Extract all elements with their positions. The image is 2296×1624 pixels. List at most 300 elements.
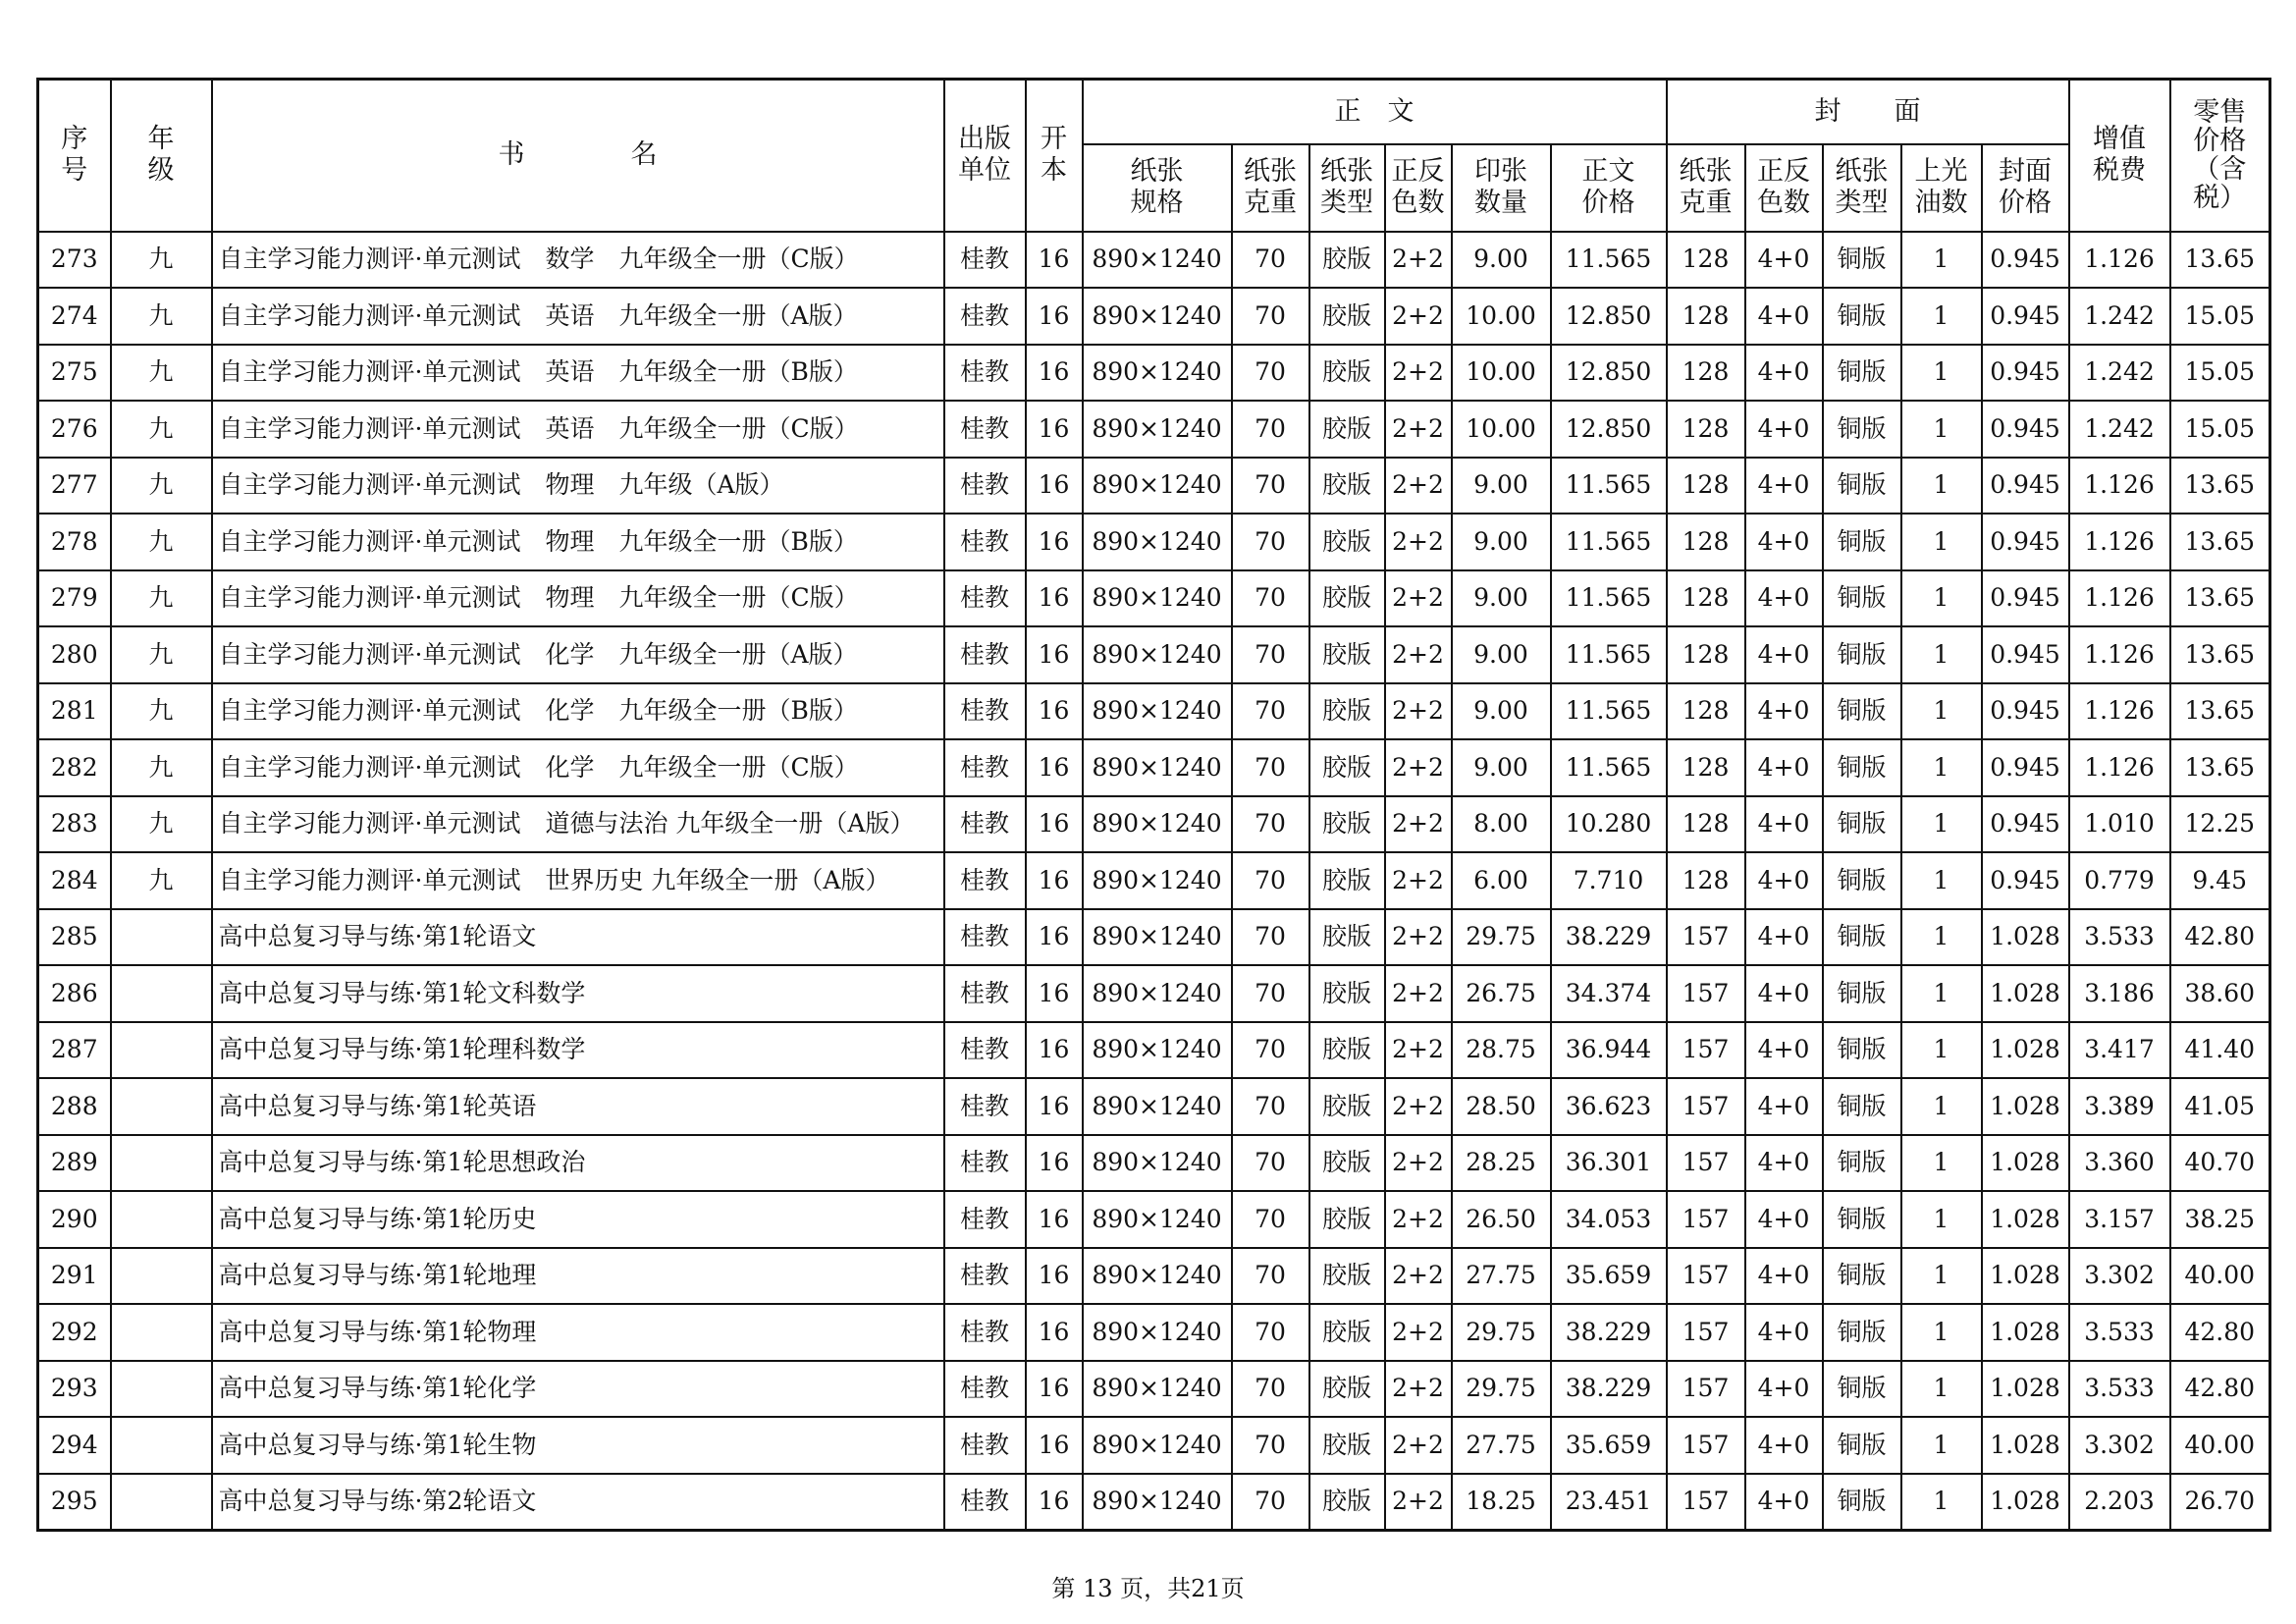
- cell-seq: 285: [38, 909, 111, 966]
- cell-retail: 15.05: [2170, 288, 2270, 345]
- cell-paper-type: 胶版: [1309, 1191, 1385, 1248]
- cell-cover-gsm: 157: [1667, 1474, 1745, 1531]
- cell-paper-type: 胶版: [1309, 852, 1385, 909]
- cell-paper-type: 胶版: [1309, 626, 1385, 683]
- table-row: [38, 1191, 2270, 1248]
- cell-paper-gsm: 70: [1232, 739, 1309, 796]
- cell-retail: 12.25: [2170, 796, 2270, 853]
- cell-paper-gsm: 70: [1232, 345, 1309, 402]
- cell-retail: 40.70: [2170, 1135, 2270, 1192]
- cell-publisher: 桂教: [944, 739, 1026, 796]
- cell-text-price: 12.850: [1551, 401, 1667, 458]
- header-print-colors: 正反 色数: [1385, 144, 1452, 232]
- cell-grade: 九: [111, 288, 212, 345]
- cell-seq: 286: [38, 965, 111, 1022]
- cell-paper-spec: 890×1240: [1083, 739, 1232, 796]
- cell-paper-gsm: 70: [1232, 401, 1309, 458]
- cell-cover-gsm: 157: [1667, 1191, 1745, 1248]
- table-row: [38, 1135, 2270, 1192]
- cell-paper-gsm: 70: [1232, 852, 1309, 909]
- cell-cover-price: 0.945: [1982, 683, 2069, 740]
- cell-seq: 283: [38, 796, 111, 853]
- cell-title: 高中总复习导与练·第1轮文科数学: [212, 965, 944, 1022]
- cell-sheet-count: 29.75: [1452, 909, 1551, 966]
- cell-cover-gsm: 128: [1667, 796, 1745, 853]
- cell-text-price: 34.053: [1551, 1191, 1667, 1248]
- cell-text-price: 11.565: [1551, 458, 1667, 514]
- cell-text-price: 11.565: [1551, 232, 1667, 289]
- cell-format: 16: [1026, 1022, 1083, 1079]
- cell-cover-type: 铜版: [1823, 965, 1901, 1022]
- cell-cover-colors: 4+0: [1745, 1135, 1823, 1192]
- cell-cover-gsm: 128: [1667, 683, 1745, 740]
- cell-publisher: 桂教: [944, 1135, 1026, 1192]
- cell-title: 高中总复习导与练·第1轮生物: [212, 1417, 944, 1474]
- cell-paper-type: 胶版: [1309, 796, 1385, 853]
- cell-grade: 九: [111, 683, 212, 740]
- cell-title: 自主学习能力测评·单元测试 物理 九年级全一册（C版）: [212, 570, 944, 627]
- cell-cover-gsm: 128: [1667, 401, 1745, 458]
- cell-cover-gsm: 157: [1667, 1078, 1745, 1135]
- cell-cover-type: 铜版: [1823, 683, 1901, 740]
- cell-cover-colors: 4+0: [1745, 965, 1823, 1022]
- header-grade: 年 级: [111, 80, 212, 232]
- cell-sheet-count: 9.00: [1452, 626, 1551, 683]
- cell-paper-spec: 890×1240: [1083, 1191, 1232, 1248]
- cell-retail: 38.25: [2170, 1191, 2270, 1248]
- cell-format: 16: [1026, 1135, 1083, 1192]
- cell-vat: 3.389: [2069, 1078, 2170, 1135]
- cell-seq: 293: [38, 1361, 111, 1418]
- cell-paper-spec: 890×1240: [1083, 288, 1232, 345]
- cell-vat: 1.126: [2069, 739, 2170, 796]
- cell-cover-colors: 4+0: [1745, 1248, 1823, 1305]
- cell-cover-price: 0.945: [1982, 570, 2069, 627]
- cell-vat: 3.302: [2069, 1248, 2170, 1305]
- cell-seq: 277: [38, 458, 111, 514]
- cell-paper-type: 胶版: [1309, 1078, 1385, 1135]
- header-cover-gsm: 纸张 克重: [1667, 144, 1745, 232]
- cell-vat: 1.126: [2069, 626, 2170, 683]
- cell-retail: 40.00: [2170, 1248, 2270, 1305]
- cell-paper-type: 胶版: [1309, 514, 1385, 570]
- cell-seq: 278: [38, 514, 111, 570]
- cell-gloss-oil: 1: [1901, 1191, 1982, 1248]
- cell-title: 自主学习能力测评·单元测试 英语 九年级全一册（A版）: [212, 288, 944, 345]
- cell-retail: 42.80: [2170, 1361, 2270, 1418]
- cell-paper-type: 胶版: [1309, 1022, 1385, 1079]
- cell-paper-gsm: 70: [1232, 1191, 1309, 1248]
- cell-paper-gsm: 70: [1232, 1078, 1309, 1135]
- cell-cover-gsm: 157: [1667, 1417, 1745, 1474]
- cell-text-price: 36.623: [1551, 1078, 1667, 1135]
- cell-text-price: 11.565: [1551, 626, 1667, 683]
- cell-text-price: 11.565: [1551, 514, 1667, 570]
- cell-paper-spec: 890×1240: [1083, 1135, 1232, 1192]
- cell-cover-gsm: 157: [1667, 1304, 1745, 1361]
- cell-format: 16: [1026, 1361, 1083, 1418]
- cell-cover-colors: 4+0: [1745, 1417, 1823, 1474]
- table-row: [38, 514, 2270, 570]
- cell-sheet-count: 29.75: [1452, 1304, 1551, 1361]
- header-format: 开 本: [1026, 80, 1083, 232]
- cell-sheet-count: 28.25: [1452, 1135, 1551, 1192]
- cell-cover-colors: 4+0: [1745, 1361, 1823, 1418]
- cell-cover-type: 铜版: [1823, 288, 1901, 345]
- cell-gloss-oil: 1: [1901, 288, 1982, 345]
- cell-paper-type: 胶版: [1309, 232, 1385, 289]
- cell-publisher: 桂教: [944, 1474, 1026, 1531]
- cell-gloss-oil: 1: [1901, 1474, 1982, 1531]
- cell-format: 16: [1026, 1417, 1083, 1474]
- cell-title: 自主学习能力测评·单元测试 化学 九年级全一册（C版）: [212, 739, 944, 796]
- cell-grade: [111, 1191, 212, 1248]
- table-row: [38, 626, 2270, 683]
- cell-retail: 42.80: [2170, 909, 2270, 966]
- cell-sheet-count: 27.75: [1452, 1248, 1551, 1305]
- cell-cover-price: 0.945: [1982, 852, 2069, 909]
- cell-publisher: 桂教: [944, 288, 1026, 345]
- cell-format: 16: [1026, 514, 1083, 570]
- header-gloss-oil: 上光 油数: [1901, 144, 1982, 232]
- table-row: [38, 683, 2270, 740]
- cell-grade: [111, 965, 212, 1022]
- cell-cover-type: 铜版: [1823, 514, 1901, 570]
- cell-title: 自主学习能力测评·单元测试 数学 九年级全一册（C版）: [212, 232, 944, 289]
- cell-cover-type: 铜版: [1823, 909, 1901, 966]
- cell-publisher: 桂教: [944, 570, 1026, 627]
- cell-gloss-oil: 1: [1901, 345, 1982, 402]
- cell-grade: 九: [111, 232, 212, 289]
- cell-vat: 3.157: [2069, 1191, 2170, 1248]
- cell-paper-type: 胶版: [1309, 458, 1385, 514]
- cell-sheet-count: 6.00: [1452, 852, 1551, 909]
- cell-cover-price: 0.945: [1982, 345, 2069, 402]
- table-row: [38, 909, 2270, 966]
- cell-gloss-oil: 1: [1901, 401, 1982, 458]
- cell-gloss-oil: 1: [1901, 852, 1982, 909]
- cell-vat: 3.533: [2069, 909, 2170, 966]
- cell-title: 自主学习能力测评·单元测试 世界历史 九年级全一册（A版）: [212, 852, 944, 909]
- cell-grade: [111, 1417, 212, 1474]
- cell-vat: 1.242: [2069, 288, 2170, 345]
- cell-publisher: 桂教: [944, 1191, 1026, 1248]
- header-paper-spec: 纸张 规格: [1083, 144, 1232, 232]
- cell-vat: 3.533: [2069, 1304, 2170, 1361]
- cell-paper-type: 胶版: [1309, 1135, 1385, 1192]
- cell-paper-type: 胶版: [1309, 345, 1385, 402]
- cell-publisher: 桂教: [944, 626, 1026, 683]
- table-row: [38, 345, 2270, 402]
- cell-cover-type: 铜版: [1823, 1078, 1901, 1135]
- cell-sheet-count: 26.50: [1452, 1191, 1551, 1248]
- cell-paper-spec: 890×1240: [1083, 1022, 1232, 1079]
- cell-publisher: 桂教: [944, 683, 1026, 740]
- cell-text-price: 35.659: [1551, 1248, 1667, 1305]
- cell-paper-type: 胶版: [1309, 288, 1385, 345]
- cell-paper-gsm: 70: [1232, 1304, 1309, 1361]
- cell-paper-gsm: 70: [1232, 1474, 1309, 1531]
- cell-format: 16: [1026, 232, 1083, 289]
- cell-cover-type: 铜版: [1823, 1417, 1901, 1474]
- cell-gloss-oil: 1: [1901, 232, 1982, 289]
- cell-paper-gsm: 70: [1232, 288, 1309, 345]
- cell-publisher: 桂教: [944, 1417, 1026, 1474]
- cell-text-price: 11.565: [1551, 683, 1667, 740]
- cell-text-price: 38.229: [1551, 1304, 1667, 1361]
- cell-retail: 41.05: [2170, 1078, 2270, 1135]
- cell-cover-price: 1.028: [1982, 1248, 2069, 1305]
- cell-vat: 1.126: [2069, 683, 2170, 740]
- cell-sheet-count: 10.00: [1452, 288, 1551, 345]
- cell-publisher: 桂教: [944, 401, 1026, 458]
- cell-sheet-count: 18.25: [1452, 1474, 1551, 1531]
- cell-gloss-oil: 1: [1901, 965, 1982, 1022]
- cell-seq: 291: [38, 1248, 111, 1305]
- cell-paper-gsm: 70: [1232, 458, 1309, 514]
- header-paper-type: 纸张 类型: [1309, 144, 1385, 232]
- cell-text-price: 36.301: [1551, 1135, 1667, 1192]
- cell-format: 16: [1026, 288, 1083, 345]
- cell-paper-type: 胶版: [1309, 1304, 1385, 1361]
- table-row: [38, 739, 2270, 796]
- cell-paper-spec: 890×1240: [1083, 1361, 1232, 1418]
- cell-cover-price: 1.028: [1982, 1135, 2069, 1192]
- cell-cover-colors: 4+0: [1745, 852, 1823, 909]
- table-row: [38, 458, 2270, 514]
- cell-gloss-oil: 1: [1901, 570, 1982, 627]
- cell-grade: [111, 1361, 212, 1418]
- cell-title: 高中总复习导与练·第1轮化学: [212, 1361, 944, 1418]
- cell-cover-type: 铜版: [1823, 1022, 1901, 1079]
- table-row: [38, 401, 2270, 458]
- cell-format: 16: [1026, 626, 1083, 683]
- cell-grade: 九: [111, 401, 212, 458]
- cell-paper-spec: 890×1240: [1083, 458, 1232, 514]
- cell-print-colors: 2+2: [1385, 1022, 1452, 1079]
- cell-title: 高中总复习导与练·第1轮地理: [212, 1248, 944, 1305]
- cell-seq: 292: [38, 1304, 111, 1361]
- cell-paper-type: 胶版: [1309, 1248, 1385, 1305]
- cell-print-colors: 2+2: [1385, 345, 1452, 402]
- header-cover-group: 封 面: [1667, 80, 2069, 144]
- table-header: [38, 80, 2270, 232]
- cell-title: 高中总复习导与练·第1轮语文: [212, 909, 944, 966]
- cell-cover-price: 1.028: [1982, 1191, 2069, 1248]
- cell-cover-colors: 4+0: [1745, 514, 1823, 570]
- cell-seq: 295: [38, 1474, 111, 1531]
- cell-title: 高中总复习导与练·第1轮英语: [212, 1078, 944, 1135]
- cell-publisher: 桂教: [944, 909, 1026, 966]
- cell-format: 16: [1026, 739, 1083, 796]
- cell-paper-gsm: 70: [1232, 683, 1309, 740]
- cell-paper-spec: 890×1240: [1083, 626, 1232, 683]
- cell-publisher: 桂教: [944, 514, 1026, 570]
- cell-format: 16: [1026, 570, 1083, 627]
- cell-text-price: 23.451: [1551, 1474, 1667, 1531]
- cell-paper-spec: 890×1240: [1083, 965, 1232, 1022]
- cell-print-colors: 2+2: [1385, 1135, 1452, 1192]
- cell-paper-spec: 890×1240: [1083, 514, 1232, 570]
- cell-retail: 41.40: [2170, 1022, 2270, 1079]
- cell-paper-spec: 890×1240: [1083, 1417, 1232, 1474]
- cell-gloss-oil: 1: [1901, 1135, 1982, 1192]
- cell-paper-type: 胶版: [1309, 570, 1385, 627]
- cell-cover-colors: 4+0: [1745, 796, 1823, 853]
- cell-title: 自主学习能力测评·单元测试 道德与法治 九年级全一册（A版）: [212, 796, 944, 853]
- cell-cover-price: 1.028: [1982, 1417, 2069, 1474]
- cell-publisher: 桂教: [944, 852, 1026, 909]
- cell-cover-gsm: 128: [1667, 288, 1745, 345]
- cell-format: 16: [1026, 965, 1083, 1022]
- cell-gloss-oil: 1: [1901, 1248, 1982, 1305]
- cell-paper-spec: 890×1240: [1083, 683, 1232, 740]
- cell-publisher: 桂教: [944, 1022, 1026, 1079]
- cell-cover-type: 铜版: [1823, 1304, 1901, 1361]
- cell-text-price: 38.229: [1551, 1361, 1667, 1418]
- table-row: [38, 1248, 2270, 1305]
- cell-publisher: 桂教: [944, 796, 1026, 853]
- cell-print-colors: 2+2: [1385, 570, 1452, 627]
- cell-cover-gsm: 128: [1667, 345, 1745, 402]
- cell-cover-gsm: 128: [1667, 514, 1745, 570]
- cell-title: 高中总复习导与练·第2轮语文: [212, 1474, 944, 1531]
- cell-publisher: 桂教: [944, 345, 1026, 402]
- cell-paper-spec: 890×1240: [1083, 796, 1232, 853]
- cell-gloss-oil: 1: [1901, 514, 1982, 570]
- cell-print-colors: 2+2: [1385, 288, 1452, 345]
- cell-retail: 9.45: [2170, 852, 2270, 909]
- header-vat: 增值 税费: [2069, 80, 2170, 232]
- cell-retail: 15.05: [2170, 401, 2270, 458]
- cell-text-price: 11.565: [1551, 739, 1667, 796]
- cell-publisher: 桂教: [944, 965, 1026, 1022]
- cell-print-colors: 2+2: [1385, 626, 1452, 683]
- cell-vat: 1.010: [2069, 796, 2170, 853]
- cell-cover-type: 铜版: [1823, 739, 1901, 796]
- cell-format: 16: [1026, 683, 1083, 740]
- cell-cover-gsm: 128: [1667, 626, 1745, 683]
- header-cover-type: 纸张 类型: [1823, 144, 1901, 232]
- cell-format: 16: [1026, 852, 1083, 909]
- cell-vat: 1.242: [2069, 345, 2170, 402]
- cell-gloss-oil: 1: [1901, 1417, 1982, 1474]
- cell-paper-type: 胶版: [1309, 909, 1385, 966]
- cell-sheet-count: 27.75: [1452, 1417, 1551, 1474]
- cell-paper-spec: 890×1240: [1083, 852, 1232, 909]
- cell-paper-gsm: 70: [1232, 514, 1309, 570]
- cell-grade: 九: [111, 852, 212, 909]
- cell-print-colors: 2+2: [1385, 1361, 1452, 1418]
- cell-grade: [111, 909, 212, 966]
- cell-retail: 13.65: [2170, 570, 2270, 627]
- cell-grade: 九: [111, 570, 212, 627]
- cell-gloss-oil: 1: [1901, 683, 1982, 740]
- cell-paper-type: 胶版: [1309, 965, 1385, 1022]
- cell-title: 高中总复习导与练·第1轮物理: [212, 1304, 944, 1361]
- cell-vat: 1.126: [2069, 570, 2170, 627]
- cell-cover-gsm: 157: [1667, 1248, 1745, 1305]
- table-row: [38, 965, 2270, 1022]
- cell-print-colors: 2+2: [1385, 1304, 1452, 1361]
- cell-cover-price: 1.028: [1982, 965, 2069, 1022]
- cell-publisher: 桂教: [944, 1248, 1026, 1305]
- cell-publisher: 桂教: [944, 1304, 1026, 1361]
- cell-format: 16: [1026, 796, 1083, 853]
- cell-paper-gsm: 70: [1232, 909, 1309, 966]
- cell-grade: [111, 1022, 212, 1079]
- cell-grade: [111, 1135, 212, 1192]
- cell-retail: 15.05: [2170, 345, 2270, 402]
- cell-paper-gsm: 70: [1232, 1361, 1309, 1418]
- cell-retail: 13.65: [2170, 458, 2270, 514]
- header-text-group: 正 文: [1083, 80, 1667, 144]
- cell-cover-type: 铜版: [1823, 232, 1901, 289]
- cell-seq: 274: [38, 288, 111, 345]
- header-cover-price: 封面 价格: [1982, 144, 2069, 232]
- table-row: [38, 1078, 2270, 1135]
- cell-vat: 3.360: [2069, 1135, 2170, 1192]
- cell-cover-type: 铜版: [1823, 1135, 1901, 1192]
- cell-publisher: 桂教: [944, 1078, 1026, 1135]
- cell-vat: 3.302: [2069, 1417, 2170, 1474]
- cell-vat: 2.203: [2069, 1474, 2170, 1531]
- cell-format: 16: [1026, 909, 1083, 966]
- cell-cover-price: 0.945: [1982, 796, 2069, 853]
- cell-print-colors: 2+2: [1385, 965, 1452, 1022]
- cell-paper-spec: 890×1240: [1083, 1474, 1232, 1531]
- cell-gloss-oil: 1: [1901, 909, 1982, 966]
- cell-cover-colors: 4+0: [1745, 401, 1823, 458]
- cell-seq: 284: [38, 852, 111, 909]
- cell-cover-colors: 4+0: [1745, 288, 1823, 345]
- cell-cover-type: 铜版: [1823, 458, 1901, 514]
- cell-print-colors: 2+2: [1385, 739, 1452, 796]
- table-row: [38, 232, 2270, 289]
- cell-text-price: 36.944: [1551, 1022, 1667, 1079]
- cell-cover-gsm: 128: [1667, 739, 1745, 796]
- cell-cover-colors: 4+0: [1745, 232, 1823, 289]
- cell-vat: 1.126: [2069, 458, 2170, 514]
- cell-cover-colors: 4+0: [1745, 683, 1823, 740]
- cell-cover-price: 1.028: [1982, 909, 2069, 966]
- cell-print-colors: 2+2: [1385, 1248, 1452, 1305]
- cell-cover-colors: 4+0: [1745, 739, 1823, 796]
- cell-title: 自主学习能力测评·单元测试 英语 九年级全一册（C版）: [212, 401, 944, 458]
- cell-seq: 294: [38, 1417, 111, 1474]
- cell-print-colors: 2+2: [1385, 1417, 1452, 1474]
- cell-seq: 276: [38, 401, 111, 458]
- cell-cover-colors: 4+0: [1745, 458, 1823, 514]
- cell-cover-type: 铜版: [1823, 345, 1901, 402]
- cell-sheet-count: 29.75: [1452, 1361, 1551, 1418]
- table-row: [38, 1474, 2270, 1531]
- page-footer: 第 13 页，共21页: [1051, 1575, 1245, 1602]
- cell-text-price: 35.659: [1551, 1417, 1667, 1474]
- cell-retail: 40.00: [2170, 1417, 2270, 1474]
- header-text-price: 正文 价格: [1551, 144, 1667, 232]
- cell-print-colors: 2+2: [1385, 458, 1452, 514]
- header-retail: 零售 价格 （含 税）: [2170, 80, 2270, 232]
- cell-paper-type: 胶版: [1309, 1417, 1385, 1474]
- cell-text-price: 12.850: [1551, 288, 1667, 345]
- cell-paper-spec: 890×1240: [1083, 1078, 1232, 1135]
- cell-cover-colors: 4+0: [1745, 626, 1823, 683]
- cell-gloss-oil: 1: [1901, 1078, 1982, 1135]
- cell-gloss-oil: 1: [1901, 1361, 1982, 1418]
- cell-seq: 287: [38, 1022, 111, 1079]
- cell-title: 自主学习能力测评·单元测试 化学 九年级全一册（B版）: [212, 683, 944, 740]
